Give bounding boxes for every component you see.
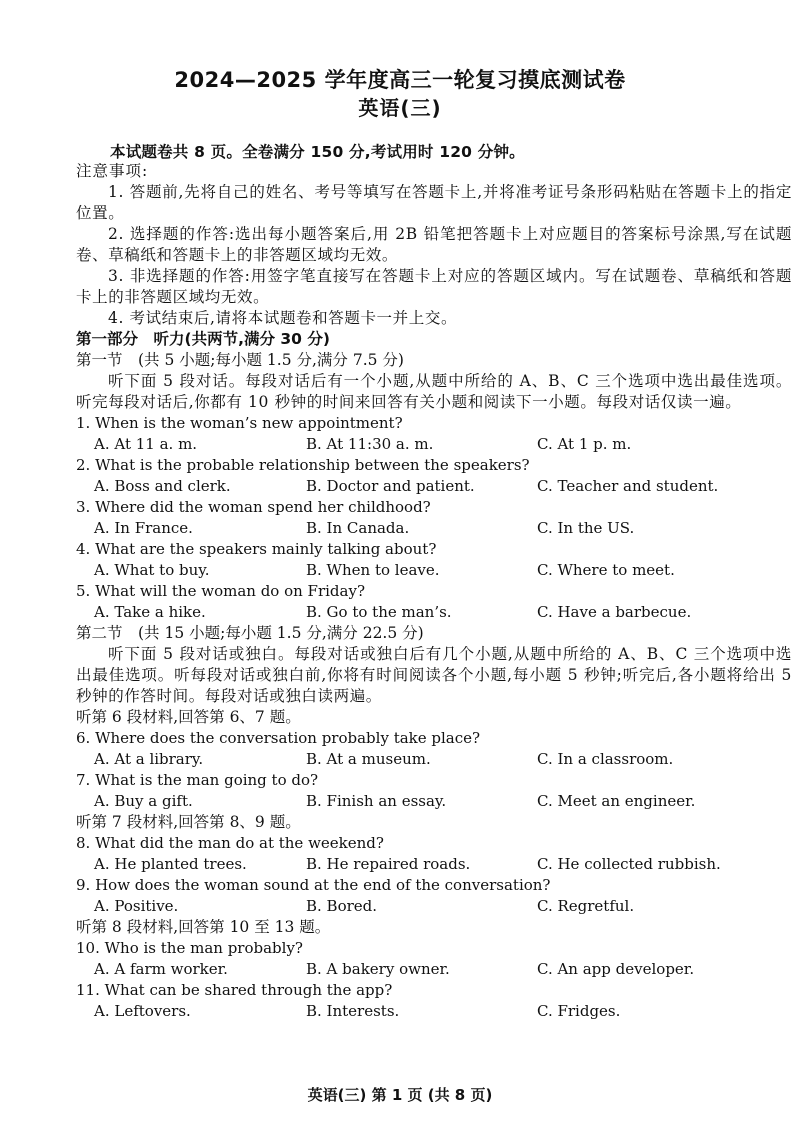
option-b: B. Doctor and patient. xyxy=(306,477,475,495)
option-a: A. He planted trees. xyxy=(94,855,247,873)
exam-subtitle: 英语(三) xyxy=(358,96,442,120)
notes-block xyxy=(76,161,792,1022)
note-item: 2. 选择题的作答:选出每小题答案后,用 2B 铅笔把答题卡上对应题目的答案标号涂黑,写在试题卷、草稿纸和答题卡上的非答题区域均无效。 xyxy=(76,225,792,264)
option-a: A. Buy a gift. xyxy=(94,792,193,810)
option-c: C. Have a barbecue. xyxy=(537,603,692,621)
option-b: B. In Canada. xyxy=(306,519,410,537)
question-text: 11. What can be shared through the app? xyxy=(76,981,393,999)
question-item xyxy=(76,980,792,1022)
option-a: A. Boss and clerk. xyxy=(94,477,231,495)
group-label: 听第 8 段材料,回答第 10 至 13 题。 xyxy=(76,918,331,936)
question-item xyxy=(76,539,792,581)
question-item xyxy=(76,833,792,875)
question-text: 10. Who is the man probably? xyxy=(76,939,303,957)
option-b: B. He repaired roads. xyxy=(306,855,471,873)
note-item: 3. 非选择题的作答:用签字笔直接写在答题卡上对应的答题区域内。写在试题卷、草稿纸和答题卡上的非答题区域均无效。 xyxy=(76,267,792,306)
option-a: A. At 11 a. m. xyxy=(94,435,198,453)
question-text: 9. How does the woman sound at the end of the conversation? xyxy=(76,876,551,894)
question-text: 5. What will the woman do on Friday? xyxy=(76,582,365,600)
question-text: 3. Where did the woman spend her childhood? xyxy=(76,498,431,516)
question-options xyxy=(76,959,792,980)
option-a: A. What to buy. xyxy=(94,561,210,579)
question-item xyxy=(76,497,792,539)
section-heading: 第一节 (共 5 小题;每小题 1.5 分,满分 7.5 分) xyxy=(76,351,404,369)
exam-title: 2024—2025 学年度高三一轮复习摸底测试卷 xyxy=(174,68,626,92)
option-c: C. Fridges. xyxy=(537,1002,621,1020)
part-heading: 第一部分 听力(共两节,满分 30 分) xyxy=(76,330,330,348)
option-a: A. At a library. xyxy=(94,750,204,768)
option-b: B. Finish an essay. xyxy=(306,792,447,810)
group-label: 听第 7 段材料,回答第 8、9 题。 xyxy=(76,813,301,831)
option-a: A. Take a hike. xyxy=(94,603,206,621)
question-options xyxy=(76,791,792,812)
question-item xyxy=(76,770,792,812)
option-c: C. In a classroom. xyxy=(537,750,674,768)
question-item xyxy=(76,413,792,455)
option-c: C. Regretful. xyxy=(537,897,635,915)
option-c: C. Meet an engineer. xyxy=(537,792,696,810)
question-text: 8. What did the man do at the weekend? xyxy=(76,834,384,852)
question-options xyxy=(76,434,792,455)
option-c: C. In the US. xyxy=(537,519,635,537)
option-a: A. Leftovers. xyxy=(94,1002,191,1020)
page-footer: 英语(三) 第 1 页 (共 8 页) xyxy=(307,1086,493,1104)
question-text: 1. When is the woman’s new appointment? xyxy=(76,414,403,432)
option-b: B. When to leave. xyxy=(306,561,440,579)
option-b: B. Bored. xyxy=(306,897,378,915)
section-heading: 第二节 (共 15 小题;每小题 1.5 分,满分 22.5 分) xyxy=(76,624,424,642)
note-item: 1. 答题前,先将自己的姓名、考号等填写在答题卡上,并将准考证号条形码粘贴在答题卡上的指定位置。 xyxy=(76,183,792,222)
question-text: 7. What is the man going to do? xyxy=(76,771,319,789)
question-item xyxy=(76,581,792,623)
question-options xyxy=(76,1001,792,1022)
group-label: 听第 6 段材料,回答第 6、7 题。 xyxy=(76,708,301,726)
option-a: A. Positive. xyxy=(94,897,179,915)
option-c: C. An app developer. xyxy=(537,960,695,978)
option-b: B. Interests. xyxy=(306,1002,400,1020)
question-item xyxy=(76,728,792,770)
option-c: C. Where to meet. xyxy=(537,561,675,579)
question-text: 4. What are the speakers mainly talking about? xyxy=(76,540,437,558)
option-b: B. At 11:30 a. m. xyxy=(306,435,434,453)
option-b: B. Go to the man’s. xyxy=(306,603,452,621)
note-item: 4. 考试结束后,请将本试题卷和答题卡一并上交。 xyxy=(108,309,458,327)
question-text: 6. Where does the conversation probably take place? xyxy=(76,729,481,747)
option-a: A. In France. xyxy=(94,519,193,537)
question-options xyxy=(76,476,792,497)
question-text: 2. What is the probable relationship between the speakers? xyxy=(76,456,530,474)
section-instructions: 听下面 5 段对话。每段对话后有一个小题,从题中所给的 A、B、C 三个选项中选出最佳选项。听完每段对话后,你都有 10 秒钟的时间来回答有关小题和阅读下一小题。每段对话仅读一遍。 xyxy=(76,372,792,411)
option-b: B. A bakery owner. xyxy=(306,960,450,978)
option-c: C. At 1 p. m. xyxy=(537,435,632,453)
option-a: A. A farm worker. xyxy=(94,960,228,978)
question-item xyxy=(76,455,792,497)
question-item xyxy=(76,938,792,980)
question-options xyxy=(76,518,792,539)
option-c: C. Teacher and student. xyxy=(537,477,719,495)
question-list xyxy=(76,413,792,623)
question-options xyxy=(76,854,792,875)
option-b: B. At a museum. xyxy=(306,750,431,768)
question-options xyxy=(76,560,792,581)
question-options xyxy=(76,749,792,770)
section-instructions: 听下面 5 段对话或独白。每段对话或独白后有几个小题,从题中所给的 A、B、C 三个选项中选出最佳选项。听每段对话或独白前,你将有时间阅读各个小题,每小题 5 秒钟;听完后,各小题将给出 5 秒钟的作答时间。每段对话或独白读两遍。 xyxy=(76,645,792,705)
question-item xyxy=(76,875,792,917)
question-options xyxy=(76,896,792,917)
notes-heading: 注意事项: xyxy=(76,162,149,180)
exam-intro: 本试题卷共 8 页。全卷满分 150 分,考试用时 120 分钟。 xyxy=(110,143,525,161)
option-c: C. He collected rubbish. xyxy=(537,855,721,873)
question-options xyxy=(76,602,792,623)
